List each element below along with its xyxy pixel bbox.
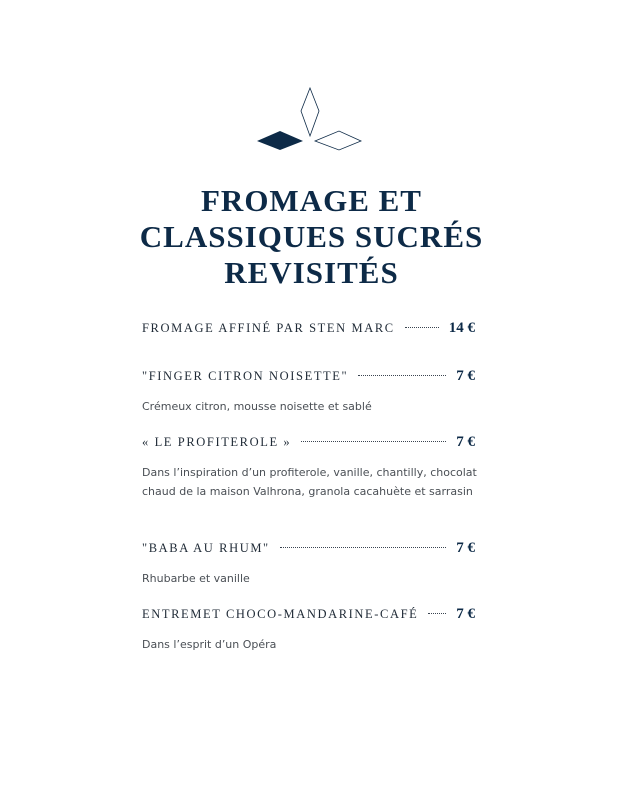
item-name: "BABA AU RHUM" [142, 541, 270, 555]
item-price: 7 € [456, 540, 475, 556]
item-price: 7 € [456, 434, 475, 450]
page-title [0, 183, 623, 291]
item-description: Dans l’inspiration d’un profiterole, vanille, chantilly, chocolat chaud de la maison Valhrona, granola cacahuète et sarrasin [142, 466, 477, 498]
item-name: « LE PROFITEROLE » [142, 435, 292, 449]
title-line-2: CLASSIQUES SUCRÉS [139, 219, 484, 254]
title-line-1: FROMAGE ET [201, 183, 422, 218]
dot-leader [280, 547, 446, 548]
item-price: 7 € [456, 606, 475, 622]
menu-item [142, 434, 477, 501]
menu-item [142, 368, 477, 416]
dot-leader [301, 441, 446, 442]
menu-item [142, 606, 477, 654]
dot-leader [428, 613, 446, 614]
item-name: FROMAGE AFFINÉ PAR STEN MARC [142, 321, 395, 335]
item-description: Rhubarbe et vanille [142, 572, 250, 585]
item-price: 14 € [448, 320, 475, 336]
dot-leader [358, 375, 446, 376]
menu-item [142, 540, 477, 588]
dot-leader [405, 327, 439, 328]
item-name: ENTREMET CHOCO-MANDARINE-CAFÉ [142, 607, 419, 621]
item-description: Dans l’esprit d’un Opéra [142, 638, 277, 651]
item-description: Crémeux citron, mousse noisette et sablé [142, 400, 372, 413]
item-price: 7 € [456, 368, 475, 384]
three-diamonds-icon [255, 86, 365, 156]
menu-item [142, 320, 477, 337]
title-line-3: REVISITÉS [224, 255, 399, 290]
item-name: "FINGER CITRON NOISETTE" [142, 369, 349, 383]
